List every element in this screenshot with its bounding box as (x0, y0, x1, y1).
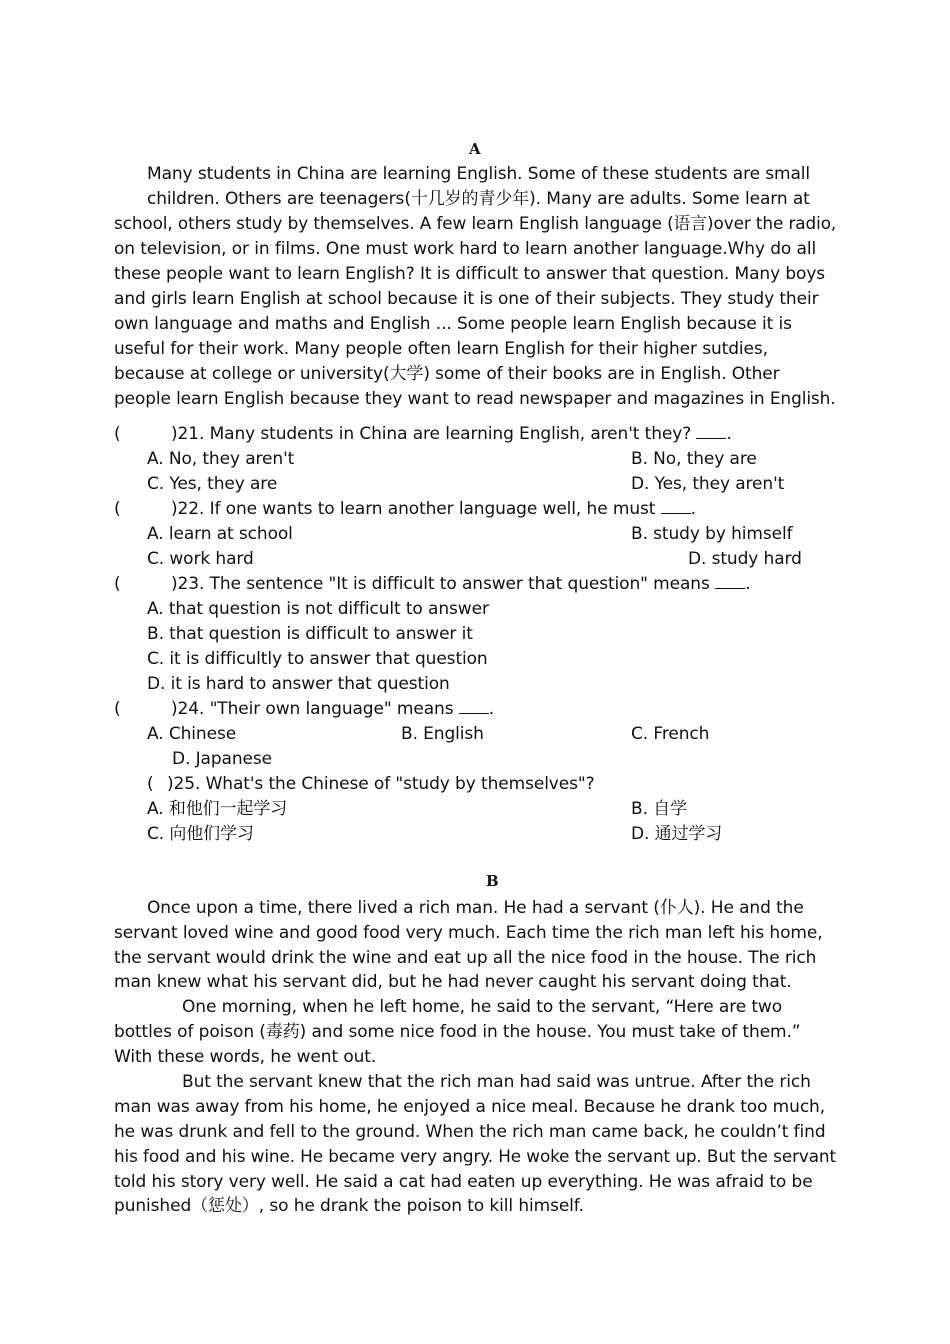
passage-a-line: on television, or in films. One must work hard to learn another language.Why do all (114, 239, 817, 259)
answer-blank (696, 424, 726, 439)
passage-b-line: bottles of poison (毒药) and some nice food in the house. You must take of them.” (114, 1022, 801, 1042)
passage-a-heading: A (469, 140, 481, 158)
option: B. study by himself (631, 524, 793, 544)
passage-a-line: Many students in China are learning English. Some of these students are small (147, 164, 811, 184)
passage-b-line: But the servant knew that the rich man had said was untrue. After the rich (182, 1072, 811, 1092)
option: B. English (401, 724, 484, 744)
answer-paren: ( (114, 574, 121, 594)
question-21: ( )21. Many students in China are learning English, aren't they? . (114, 422, 732, 447)
passage-b-line: he was drunk and fell to the ground. When the rich man came back, he couldn’t find (114, 1122, 826, 1142)
option: D. it is hard to answer that question (147, 674, 450, 694)
option: D. Japanese (172, 749, 272, 769)
option: B. that question is difficult to answer it (147, 624, 473, 644)
option: A. Chinese (147, 724, 237, 744)
option: D. 通过学习 (631, 824, 723, 844)
answer-paren: ( (114, 499, 121, 519)
passage-b-line: the servant would drink the wine and eat up all the nice food in the house. The rich (114, 948, 817, 968)
passage-a-line: and girls learn English at school because it is one of their subjects. They study their (114, 289, 819, 309)
option: C. work hard (147, 549, 254, 569)
question-stem: )24. "Their own language" means (171, 699, 454, 719)
question-stem: )21. Many students in China are learning English, aren't they? (171, 424, 692, 444)
option: C. it is difficultly to answer that question (147, 649, 488, 669)
passage-b-line: told his story very well. He said a cat had eaten up everything. He was afraid to be (114, 1172, 813, 1192)
passage-b-line: servant loved wine and good food very much. Each time the rich man left his home, (114, 923, 823, 943)
option: B. 自学 (631, 799, 687, 819)
passage-b-line: Once upon a time, there lived a rich man. He had a servant (仆人). He and the (147, 898, 804, 918)
passage-a-line: people learn English because they want to read newspaper and magazines in English. (114, 389, 836, 409)
option: C. Yes, they are (147, 474, 278, 494)
passage-b-line: One morning, when he left home, he said to the servant, “Here are two (182, 997, 783, 1017)
option: A. that question is not difficult to answer (147, 599, 489, 619)
passage-b-line: punished（惩处）, so he drank the poison to kill himself. (114, 1196, 584, 1216)
answer-blank (715, 574, 745, 589)
passage-b-line: man knew what his servant did, but he had never caught his servant doing that. (114, 972, 792, 992)
option: B. No, they are (631, 449, 757, 469)
question-stem: )23. The sentence "It is difficult to answer that question" means (171, 574, 710, 594)
answer-paren: ( (147, 774, 154, 794)
passage-a-line: children. Others are teenagers(十几岁的青少年). Many are adults. Some learn at (147, 189, 810, 209)
passage-a-line: school, others study by themselves. A few learn English language (语言)over the radio, (114, 214, 837, 234)
option: A. No, they aren't (147, 449, 295, 469)
answer-paren: ( (114, 699, 121, 719)
question-22: ( )22. If one wants to learn another language well, he must . (114, 497, 696, 522)
question-stem: )25. What's the Chinese of "study by themselves"? (167, 774, 595, 794)
question-24: ( )24. "Their own language" means . (114, 697, 494, 722)
answer-blank (459, 699, 489, 714)
passage-a-line: own language and maths and English ... Some people learn English because it is (114, 314, 792, 334)
passage-b-line: With these words, he went out. (114, 1047, 377, 1067)
option: C. French (631, 724, 710, 744)
passage-b-line: man was away from his home, he enjoyed a nice meal. Because he drank too much, (114, 1097, 826, 1117)
passage-b-heading: B (486, 872, 499, 890)
passage-a-line: these people want to learn English? It is difficult to answer that question. Many boys (114, 264, 826, 284)
passage-a-line: because at college or university(大学) some of their books are in English. Other (114, 364, 780, 384)
passage-b-line: his food and his wine. He became very angry. He woke the servant up. But the servant (114, 1147, 836, 1167)
answer-paren: ( (114, 424, 121, 444)
option: C. 向他们学习 (147, 824, 254, 844)
question-25 (147, 772, 595, 797)
passage-a-line: useful for their work. Many people often learn English for their higher sutdies, (114, 339, 768, 359)
question-stem: )22. If one wants to learn another language well, he must (171, 499, 656, 519)
option: A. 和他们一起学习 (147, 799, 288, 819)
option: D. study hard (688, 549, 802, 569)
option: D. Yes, they aren't (631, 474, 785, 494)
option: A. learn at school (147, 524, 293, 544)
question-23: ( )23. The sentence "It is difficult to answer that question" means . (114, 572, 750, 597)
answer-blank (661, 499, 691, 514)
